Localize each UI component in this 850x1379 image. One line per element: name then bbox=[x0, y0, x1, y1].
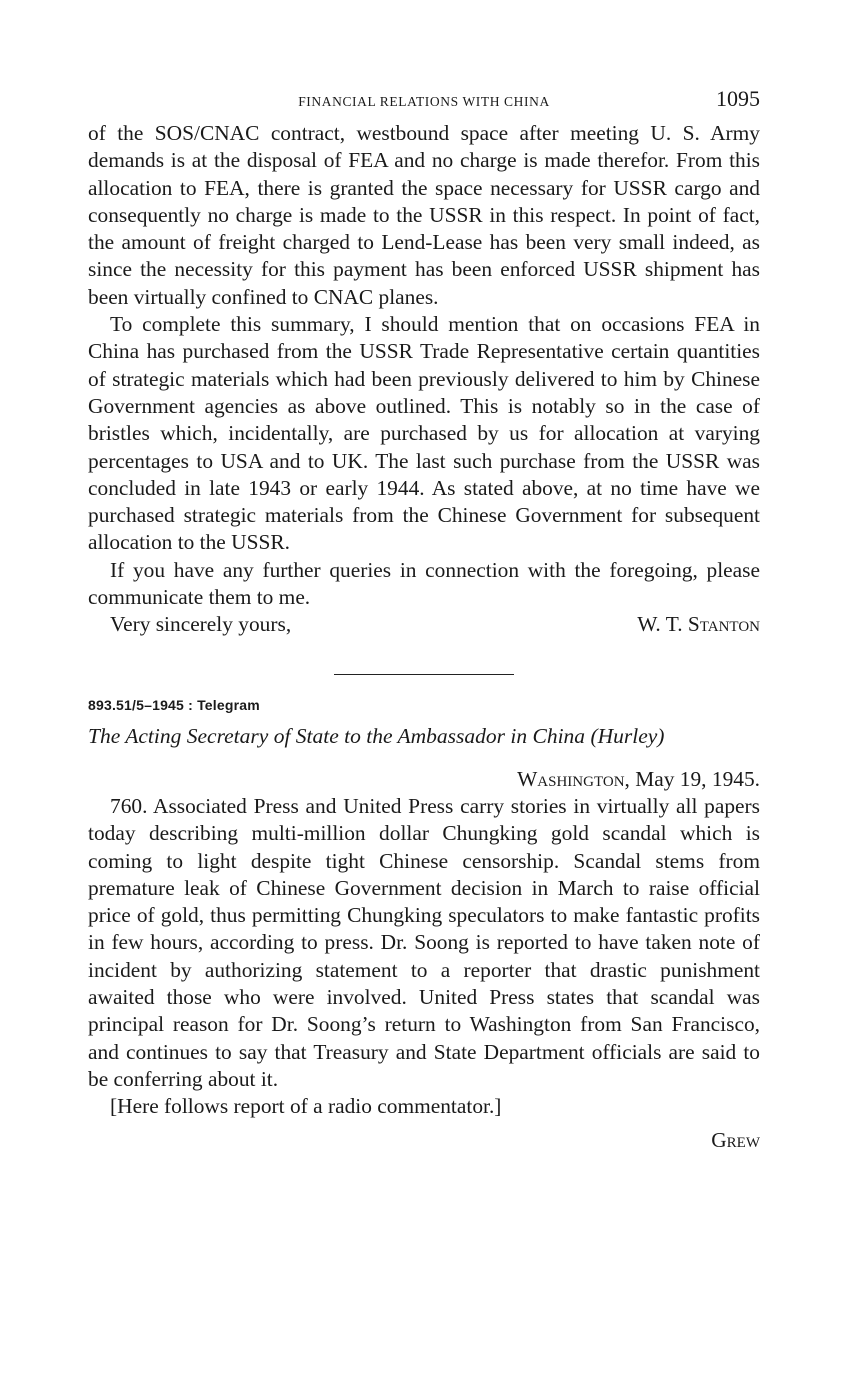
running-title: FINANCIAL RELATIONS WITH CHINA bbox=[298, 94, 550, 109]
letter-continuation bbox=[88, 120, 760, 639]
dateline-date: , May 19, 1945. bbox=[624, 766, 760, 791]
telegram-body: 760. Associated Press and United Press carry stories in virtually all papers today describing multi-million dollar Chungking gold scandal which is coming to light despite tight Chinese censorship. Scandal stems from premature leak of Chinese Government decision in March to raise official price of gold, thus permitting Chungking speculators to make fantastic profits in few hours, according to press. Dr. Soong is reported to have taken note of incident by authorizing statement to a reporter that drastic punishment awaited those who were involved. United Press states that scandal was principal reason for Dr. Soong’s return to Washington from San Francisco, and continues to say that Treasury and State Department officials are said to be conferring about it. bbox=[88, 793, 760, 1091]
complimentary-close: Very sincerely yours, bbox=[110, 612, 292, 637]
heading-name: (Hurley) bbox=[590, 723, 665, 748]
letter-closing bbox=[88, 611, 760, 638]
section-divider bbox=[334, 674, 514, 675]
letter-paragraph-2: To complete this summary, I should mention that on occasions FEA in China has purchased from the USSR Trade Representative certain quantities of strategic materials which had been previously delivered to him by Chinese Government agencies as above outlined. This is notably so in the case of bristles which, incidentally, are purchased by us for allocation at varying percentages to USA and to UK. The last such purchase from the USSR was concluded in late 1943 or early 1944. As stated above, at no time have we purchased strategic materials from the Chinese Government for subsequent allocation to the USSR. bbox=[88, 312, 760, 555]
page-number: 1095 bbox=[716, 86, 760, 111]
letter-paragraph-3: If you have any further queries in connection with the foregoing, please communicate them to me. bbox=[88, 557, 760, 610]
letter-signature: W. T. Stanton bbox=[637, 612, 760, 637]
dateline-place: Washington bbox=[517, 766, 625, 791]
letter-paragraph-1: of the SOS/CNAC contract, westbound space after meeting U. S. Army demands is at the disposal of FEA and no charge is made therefor. From this allocation to FEA, there is granted the space necessary for USSR cargo and consequently no charge is made to the USSR in this respect. In point of fact, the amount of freight charged to Lend-Lease has been very small indeed, as since the necessity for this payment has been enforced USSR shipment has been virtually confined to CNAC planes. bbox=[88, 121, 760, 309]
file-reference: 893.51/5–1945 : Telegram bbox=[88, 696, 260, 713]
document-page bbox=[88, 84, 760, 1154]
document-heading bbox=[88, 723, 760, 750]
telegram-signature: Grew bbox=[711, 1127, 760, 1152]
editorial-note: [Here follows report of a radio commentator.] bbox=[110, 1094, 502, 1119]
dateline bbox=[88, 766, 760, 793]
running-header bbox=[88, 84, 760, 120]
heading-text: The Acting Secretary of State to the Ambassador in China bbox=[88, 723, 586, 748]
